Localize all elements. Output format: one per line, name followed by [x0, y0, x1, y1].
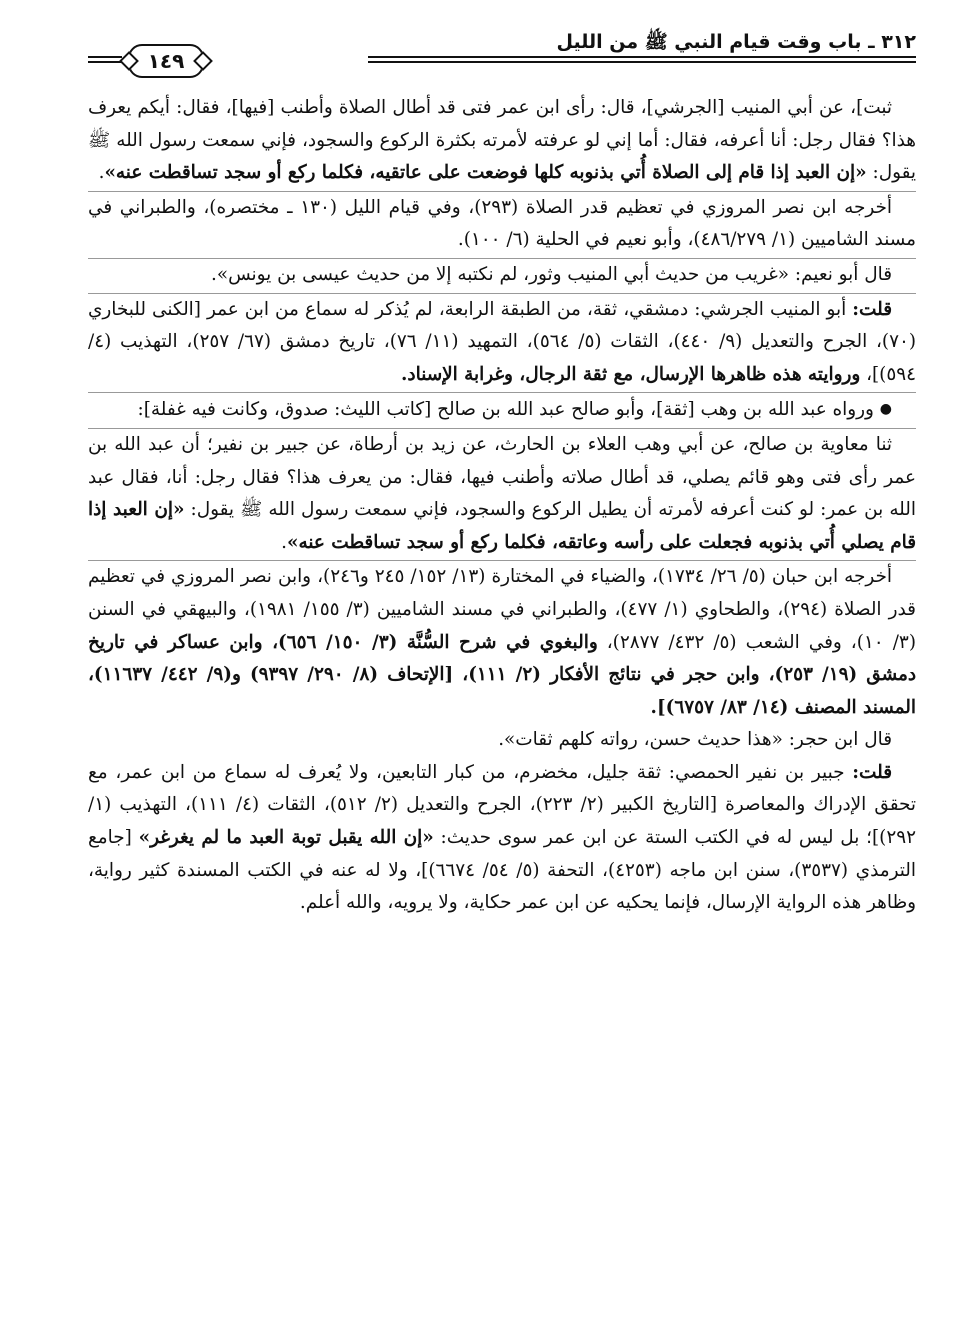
body-text [88, 92, 916, 920]
note-label: قلت: [852, 761, 892, 783]
header-rule [368, 56, 916, 63]
hadith-quote: «إن الله يقبل توبة العبد ما لم يغرغر» [138, 827, 434, 849]
paragraph-abu-nuaym: قال أبو نعيم: «غريب من حديث أبي المنيب وثور، لم نكتبه إلا من حديث عيسى بن يونس». [88, 258, 916, 292]
paragraph-ibn-wahb [88, 392, 916, 427]
text-run: . [98, 162, 105, 184]
paragraph-note-2 [88, 757, 916, 920]
paragraph-ibn-hajar: قال ابن حجر: «هذا حديث حسن، رواته كلهم ثقات». [498, 729, 892, 751]
text-run: . [281, 531, 287, 553]
page-number: ١٤٩ [147, 49, 185, 73]
bullet-icon: ● [879, 401, 892, 418]
page-header [88, 26, 916, 76]
book-page [88, 26, 916, 1326]
text-run: ثبت]، عن أبي المنيب [الجرشي]، قال: رأى ابن عمر فتى قد أطال الصلاة وأطنب [فيها]، فقال: أيكم يعرف هذا؟ فقال رجل: أنا أعرفه، فقال: أما إني لو عرفته لأمرته بكثرة الركوع والسجود، فإني سمعت رسول الله ﷺ يقول: [88, 97, 916, 184]
paragraph-hadith-abu-munib [88, 92, 916, 190]
note-conclusion: وروايته هذه ظاهرها الإرسال، مع ثقة الرجال، وغرابة الإسناد. [401, 363, 861, 385]
note-label: قلت: [852, 298, 892, 320]
chapter-title: ٣١٢ ـ باب وقت قيام النبي ﷺ من الليل [556, 31, 916, 53]
text-run: أخرجه ابن حبان (٥/ ٢٦/ ١٧٣٤)، والضياء في المختارة (١٣/ ١٥٢/ ٢٤٥ و٢٤٦)، وابن نصر المروزي في تعظيم قدر الصلاة (٢٩٤)، والطحاوي (١/ ٤٧٧)، والطبراني في مسند الشاميين (٣/ ١٥٥/ ١٩٨١)، والبيهقي في السنن (٣/ ١٠)، وفي الشعب (٥/ ٤٣٢/ ٢٨٧٧)، [88, 566, 916, 653]
paragraph-hadith-jubayr [88, 428, 916, 559]
text-run: [جامع الترمذي (٣٥٣٧)، سنن ابن ماجه (٤٢٥٣)، التحفة (٥/ ٥٤/ ٦٦٧٤)]، ولا له عنه في الكتب المسندة كثير رواية، وظاهر هذه الرواية الإرسال، فإنما يحكيه عن ابن عمر حكاية، ولا يرويه، والله أعلم. [88, 827, 916, 914]
text-run-bold: والبغوي في شرح السُّنَّة (٣/ ١٥٠/ ٦٥٦)، وابن عساكر في تاريخ دمشق (١٩/ ٢٥٣)، وابن حجر في نتائج الأفكار (٢/ ١١١)، [الإتحاف (٨/ ٢٩٠/ ٩٣٩٧) و(٩/ ٤٤٢/ ١١٦٣٧)، المسند المصنف (١٤/ ٨٣/ ٦٧٥٧)]. [88, 631, 917, 718]
text-run: أبو المنيب الجرشي: دمشقي، ثقة، من الطبقة الرابعة، لم يُذكر له سماع من ابن عمر [الكنى للبخاري (٧٠)، الجرح والتعديل (٩/ ٤٤٠)، الثقات (٥/ ٥٦٤)، التمهيد (١١/ ٧٦)، تاريخ دمشق (٦٧/ ٢٥٧)، التهذيب (٤/ ٥٩٤)]، [88, 298, 917, 385]
page-number-frame [128, 44, 204, 78]
paragraph-takhrij-2 [88, 560, 916, 724]
text-run: جبير بن نفير الحمصي: ثقة جليل، مخضرم، من كبار التابعين، ولا يُعرف له سماع من ابن عمر، مع تحقق الإدراك والمعاصرة [التاريخ الكبير (٢/ ٢٢٣)، الجرح والتعديل (٢/ ٥١٢)، الثقات (٤/ ١١١)، التهذيب (١/ ٢٩٢)]؛ بل ليس له في الكتب الستة عن ابن عمر سوى حديث: [88, 761, 917, 849]
header-rule-end [88, 56, 122, 63]
text-run: ورواه عبد الله بن وهب [ثقة]، وأبو صالح عبد الله بن صالح [كاتب الليث: صدوق، وكانت فيه غفلة]: [137, 399, 880, 421]
hadith-quote: «إن العبد إذا قام إلى الصلاة أُتي بذنوبه كلها فوضعت على عاتقيه، فكلما ركع أو سجد تساقطت عنه» [104, 162, 867, 184]
paragraph-takhrij-1: أخرجه ابن نصر المروزي في تعظيم قدر الصلاة (٢٩٣)، وفي قيام الليل (١٣٠ ـ مختصره)، والطبراني في مسند الشاميين (١/ ٤٨٦/٢٧٩)، وأبو نعيم في الحلية (٦/ ١٠٠). [88, 191, 916, 257]
text-run: ثنا معاوية بن صالح، عن أبي وهب العلاء بن الحارث، عن زيد بن أرطاة، عن جبير بن نفير؛ أن عبد الله بن عمر رأى فتى وهو قائم يصلي، قد أطال صلاته وأطنب فيها، فقال: من يعرف هذا؟ فقال رجل: أنا، فقال عبد الله بن عمر: لو كنت أعرفه لأمرته أن يطيل الركوع والسجود، فإني سمعت رسول الله ﷺ يقول: [88, 433, 916, 521]
hadith-quote: «إن العبد إذا قام يصلي أُتي بذنوبه فجعلت على رأسه وعاتقه، فكلما ركع أو سجد تساقطت عنه» [88, 499, 916, 553]
paragraph-note-1 [88, 293, 916, 392]
